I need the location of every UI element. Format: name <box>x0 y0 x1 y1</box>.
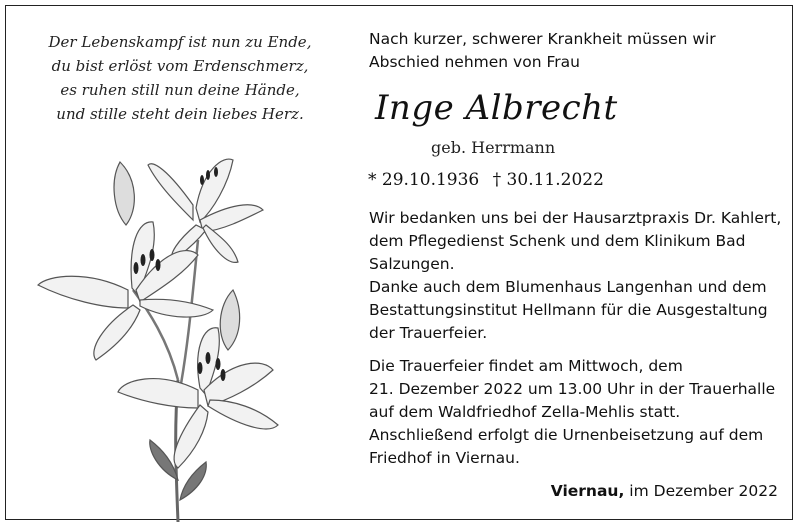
thanks-line: Danke auch dem Blumenhaus Langenhan und dem <box>369 278 767 296</box>
intro-line: Abschied nehmen von Frau <box>369 53 580 71</box>
thanks-text <box>369 207 789 345</box>
ceremony-line: Friedhof in Viernau. <box>369 449 520 467</box>
closing-date: im Dezember 2022 <box>629 482 778 500</box>
intro-text <box>369 28 789 74</box>
thanks-line: der Trauerfeier. <box>369 324 488 342</box>
birth-date: * 29.10.1936 <box>368 170 480 190</box>
thanks-line: dem Pflegedienst Schenk und dem Klinikum Bad <box>369 232 746 250</box>
poem-line: es ruhen still nun deine Hände, <box>60 81 300 99</box>
lily-flower-icon <box>28 150 328 522</box>
ceremony-line: auf dem Waldfriedhof Zella-Mehlis statt. <box>369 403 681 421</box>
life-dates <box>368 168 612 192</box>
closing-line <box>551 480 778 503</box>
ceremony-text <box>369 355 789 470</box>
ceremony-line: 21. Dezember 2022 um 13.00 Uhr in der Trauerhalle <box>369 380 776 398</box>
closing-place: Viernau, <box>550 482 625 500</box>
death-date: † 30.11.2022 <box>492 170 604 190</box>
ceremony-line: Anschließend erfolgt die Urnenbeisetzung auf dem <box>369 426 764 444</box>
thanks-line: Wir bedanken uns bei der Hausarztpraxis Dr. Kahlert, <box>369 209 782 227</box>
poem-line: Der Lebenskampf ist nun zu Ende, <box>48 33 312 51</box>
maiden-name: geb. Herrmann <box>431 138 556 157</box>
deceased-name: Inge Albrecht <box>375 88 618 128</box>
intro-line: Nach kurzer, schwerer Krankheit müssen wir <box>369 30 716 48</box>
poem <box>20 30 340 126</box>
thanks-line: Bestattungsinstitut Hellmann für die Ausgestaltung <box>369 301 768 319</box>
poem-line: und stille steht dein liebes Herz. <box>56 105 304 123</box>
poem-line: du bist erlöst vom Erdenschmerz, <box>51 57 309 75</box>
ceremony-line: Die Trauerfeier findet am Mittwoch, dem <box>369 357 683 375</box>
thanks-line: Salzungen. <box>369 255 455 273</box>
